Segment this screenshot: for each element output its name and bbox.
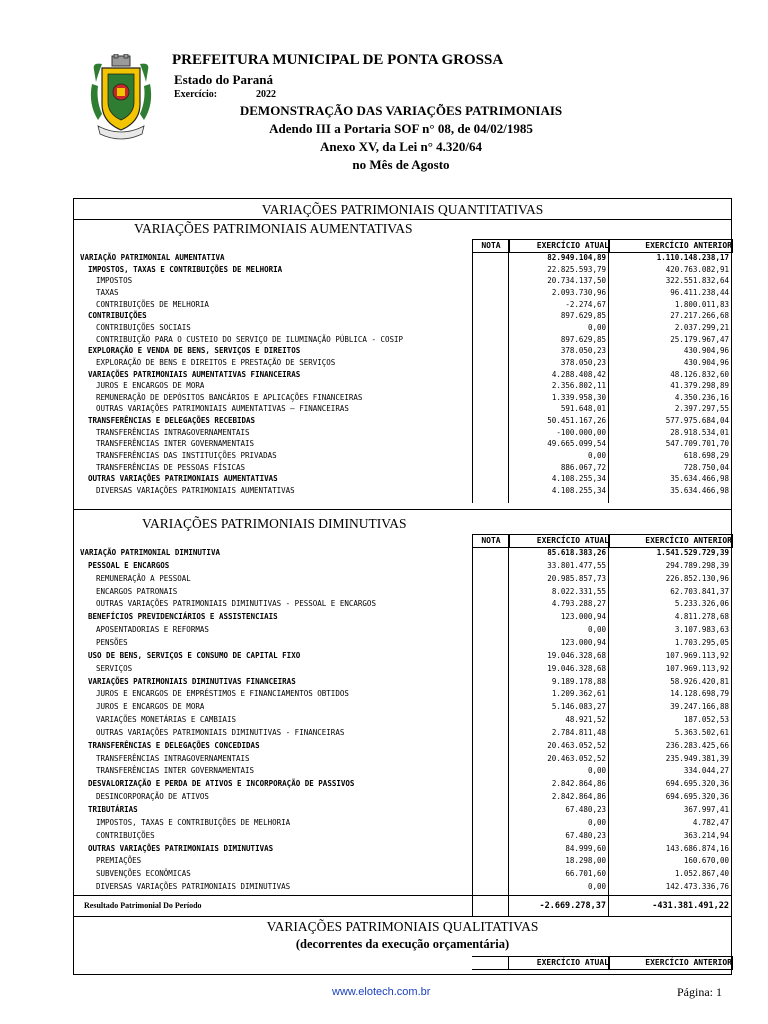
row-current-value: 591.648,01 — [560, 404, 606, 414]
row-label: OUTRAS VARIAÇÕES PATRIMONIAIS DIMINUTIVAS - FINANCEIRAS — [96, 727, 345, 737]
row-label: PENSÕES — [96, 637, 128, 647]
diminutivas-title: VARIAÇÕES PATRIMONIAIS DIMINUTIVAS — [142, 516, 407, 531]
row-previous-value: 48.126.832,60 — [670, 369, 729, 379]
row-label: IMPOSTOS, TAXAS E CONTRIBUIÇÕES DE MELHORIA — [96, 817, 291, 827]
table-row — [74, 369, 731, 380]
row-previous-value: 334.044,27 — [683, 766, 729, 776]
row-current-value: 19.046.328,68 — [547, 650, 606, 660]
row-previous-value: 2.397.297,55 — [674, 404, 729, 414]
table-row — [74, 855, 731, 866]
row-current-value: 85.618.383,26 — [547, 548, 606, 557]
row-current-value: 33.801.477,55 — [547, 560, 606, 570]
row-label: DIVERSAS VARIAÇÕES PATRIMONIAIS DIMINUTIVAS — [96, 882, 291, 892]
quantitative-title: VARIAÇÕES PATRIMONIAIS QUANTITATIVAS — [261, 202, 544, 217]
table-row — [74, 275, 731, 286]
qualitative-subtitle: (decorrentes da execução orçamentária) — [295, 937, 510, 951]
row-label: CONTRIBUIÇÃO PARA O CUSTEIO DO SERVIÇO DE ILUMINAÇÃO PÚBLICA - COSIP — [96, 334, 404, 344]
row-previous-value: 35.634.466,98 — [670, 486, 729, 495]
row-current-value: 897.629,85 — [560, 334, 606, 344]
exercise-year: 2022 — [256, 89, 276, 100]
row-label: VARIAÇÃO PATRIMONIAL AUMENTATIVA — [80, 253, 225, 262]
row-previous-value: 694.695.320,36 — [665, 779, 729, 789]
table-row — [74, 322, 731, 333]
row-previous-value: 4.811.278,68 — [674, 612, 729, 622]
row-previous-value: 35.634.466,98 — [670, 474, 729, 484]
table-row — [74, 611, 731, 622]
municipality-title: PREFEITURA MUNICIPAL DE PONTA GROSSA — [172, 52, 504, 68]
row-label: VARIAÇÕES PATRIMONIAIS AUMENTATIVAS FINANCEIRAS — [88, 369, 301, 379]
row-previous-value: 142.473.336,76 — [665, 882, 729, 892]
row-current-value: 2.842.864,86 — [551, 792, 606, 802]
row-previous-value: 107.969.113,92 — [665, 663, 729, 673]
row-current-value: 0,00 — [587, 882, 606, 892]
row-label: TRANSFERÊNCIAS E DELEGAÇÕES CONCEDIDAS — [88, 740, 260, 750]
row-label: OUTRAS VARIAÇÕES PATRIMONIAIS AUMENTATIVAS – FINANCEIRAS — [96, 404, 349, 414]
table-row — [74, 403, 731, 414]
row-label: REMUNERAÇÃO DE DEPÓSITOS BANCÁRIOS E APLICAÇÕES FINANCEIRAS — [96, 392, 363, 402]
row-label: BENEFÍCIOS PREVIDENCIÁRIOS E ASSISTENCIAIS — [88, 612, 278, 622]
row-previous-value: 236.283.425,66 — [665, 740, 729, 750]
row-label: APOSENTADORIAS E REFORMAS — [96, 625, 209, 635]
row-label: DIVERSAS VARIAÇÕES PATRIMONIAIS AUMENTATIVAS — [96, 486, 295, 495]
row-current-value: 67.480,23 — [565, 830, 606, 840]
table-row — [74, 427, 731, 438]
row-previous-value: 96.411.238,44 — [670, 287, 729, 297]
row-previous-value: 226.852.130,96 — [665, 573, 729, 583]
row-current-value: 20.463.052,52 — [547, 753, 606, 763]
row-previous-value: 160.670,00 — [683, 856, 729, 866]
row-label: DESVALORIZAÇÃO E PERDA DE ATIVOS E INCORPORAÇÃO DE PASSIVOS — [88, 779, 355, 789]
row-current-value: 4.793.288,27 — [551, 599, 606, 609]
row-current-value: 0,00 — [587, 766, 606, 776]
col-previous: EXERCÍCIO ANTERIOR — [608, 956, 733, 970]
row-previous-value: 4.782,47 — [692, 817, 729, 827]
result-current: -2.669.278,37 — [539, 901, 606, 911]
row-label: TRANSFERÊNCIAS E DELEGAÇÕES RECEBIDAS — [88, 416, 256, 426]
row-label: VARIAÇÃO PATRIMONIAL DIMINUTIVA — [80, 548, 220, 557]
row-label: OUTRAS VARIAÇÕES PATRIMONIAIS DIMINUTIVAS - PESSOAL E ENCARGOS — [96, 599, 376, 609]
row-previous-value: 25.179.967,47 — [670, 334, 729, 344]
table-row — [74, 299, 731, 310]
table-row — [74, 650, 731, 661]
table-row — [74, 573, 731, 584]
row-current-value: 0,00 — [587, 451, 606, 461]
row-previous-value: 1.110.148.238,17 — [656, 253, 729, 262]
row-previous-value: 3.107.983,63 — [674, 625, 729, 635]
row-previous-value: 5.233.326,06 — [674, 599, 729, 609]
row-current-value: 67.480,23 — [565, 805, 606, 814]
row-current-value: 2.356.802,11 — [551, 381, 606, 391]
col-previous: EXERCÍCIO ANTERIOR — [608, 534, 733, 548]
table-row — [74, 881, 731, 892]
document-title: DEMONSTRAÇÃO DAS VARIAÇÕES PATRIMONIAIS — [239, 103, 563, 118]
row-label: SUBVENÇÕES ECONÔMICAS — [96, 869, 191, 879]
row-current-value: 18.298,00 — [565, 856, 606, 866]
col-current: EXERCÍCIO ATUAL — [508, 239, 610, 253]
table-row — [74, 252, 731, 263]
row-previous-value: 39.247.166,88 — [670, 702, 729, 712]
table-row — [74, 485, 731, 496]
row-previous-value: 430.904,96 — [683, 346, 729, 356]
row-current-value: 2.093.730,96 — [551, 287, 606, 297]
row-current-value: 2.784.811,48 — [551, 727, 606, 737]
table-row — [74, 450, 731, 461]
row-current-value: 20.734.137,50 — [547, 276, 606, 286]
row-previous-value: 1.703.295,05 — [674, 637, 729, 647]
table-row — [74, 334, 731, 345]
row-previous-value: 4.350.236,16 — [674, 392, 729, 402]
row-previous-value: 27.217.266,68 — [670, 311, 729, 321]
row-current-value: 48.921,52 — [565, 715, 606, 725]
row-previous-value: 143.686.874,16 — [665, 843, 729, 853]
row-label: TRANSFERÊNCIAS INTER GOVERNAMENTAIS — [96, 439, 255, 449]
row-previous-value: 235.949.381,39 — [665, 753, 729, 763]
table-row — [74, 380, 731, 391]
row-current-value: 84.999,60 — [565, 843, 606, 853]
row-label: TRANSFERÊNCIAS DE PESSOAS FÍSICAS — [96, 462, 246, 472]
exercise-label: Exercício: — [174, 89, 218, 100]
row-label: PESSOAL E ENCARGOS — [88, 560, 170, 570]
row-previous-value: 41.379.298,89 — [670, 381, 729, 391]
row-previous-value: 5.363.502,61 — [674, 727, 729, 737]
row-label: USO DE BENS, SERVIÇOS E CONSUMO DE CAPITAL FIXO — [88, 650, 301, 660]
col-nota: NOTA — [472, 534, 510, 548]
row-label: CONTRIBUIÇÕES — [88, 311, 147, 321]
row-current-value: 0,00 — [587, 817, 606, 827]
row-label: TRANSFERÊNCIAS INTRAGOVERNAMENTAIS — [96, 427, 250, 437]
table-row — [74, 740, 731, 751]
coat-of-arms-icon — [88, 54, 154, 140]
row-label: OUTRAS VARIAÇÕES PATRIMONIAIS DIMINUTIVAS — [88, 843, 274, 853]
row-current-value: 123.000,94 — [560, 637, 606, 647]
row-current-value: -100.000,00 — [556, 427, 606, 437]
table-row — [74, 688, 731, 699]
row-current-value: 8.022.331,55 — [551, 586, 606, 596]
table-row — [74, 415, 731, 426]
row-current-value: 49.665.099,54 — [547, 439, 606, 449]
table-row — [74, 714, 731, 725]
col-nota: NOTA — [472, 239, 510, 253]
row-previous-value: 294.789.298,39 — [665, 560, 729, 570]
table-row — [74, 473, 731, 484]
adendo-line: Adendo III a Portaria SOF n° 08, de 04/02/1985 — [269, 121, 533, 136]
table-row — [74, 727, 731, 738]
table-row — [74, 560, 731, 571]
table-row — [74, 586, 731, 597]
footer-link[interactable]: www.elotech.com.br — [332, 986, 431, 998]
row-label: IMPOSTOS — [96, 276, 133, 286]
row-current-value: 378.050,23 — [560, 357, 606, 367]
row-label: OUTRAS VARIAÇÕES PATRIMONIAIS AUMENTATIVAS — [88, 474, 278, 484]
row-label: VARIAÇÕES PATRIMONIAIS DIMINUTIVAS FINANCEIRAS — [88, 676, 296, 686]
table-row — [74, 791, 731, 802]
table-row — [74, 765, 731, 776]
row-current-value: 378.050,23 — [560, 346, 606, 356]
row-previous-value: 28.918.534,01 — [670, 427, 729, 437]
row-current-value: 897.629,85 — [560, 311, 606, 321]
row-label: PREMIAÇÕES — [96, 856, 142, 866]
row-previous-value: 694.695.320,36 — [665, 792, 729, 802]
row-label: ENCARGOS PATRONAIS — [96, 586, 178, 596]
table-row — [74, 310, 731, 321]
table-row — [74, 676, 731, 687]
row-current-value: 4.288.408,42 — [551, 369, 606, 379]
row-current-value: 20.463.052,52 — [547, 740, 606, 750]
row-previous-value: 577.975.684,04 — [665, 416, 729, 426]
row-current-value: 0,00 — [587, 322, 606, 332]
row-current-value: 0,00 — [587, 625, 606, 635]
table-row — [74, 462, 731, 473]
row-previous-value: 1.541.529.729,39 — [656, 548, 729, 557]
table-row — [74, 637, 731, 648]
row-label: CONTRIBUIÇÕES — [96, 830, 155, 840]
row-current-value: 4.108.255,34 — [551, 474, 606, 484]
row-current-value: 19.046.328,68 — [547, 663, 606, 673]
table-row — [74, 778, 731, 789]
result-previous: -431.381.491,22 — [652, 901, 729, 911]
row-previous-value: 14.128.698,79 — [670, 689, 729, 699]
result-label: Resultado Patrimonial Do Período — [84, 901, 202, 910]
row-previous-value: 618.698,29 — [683, 451, 729, 461]
row-previous-value: 187.052,53 — [683, 715, 729, 725]
row-label: IMPOSTOS, TAXAS E CONTRIBUIÇÕES DE MELHORIA — [88, 264, 283, 274]
row-current-value: 50.451.167,26 — [547, 416, 606, 426]
row-current-value: 123.000,94 — [560, 612, 606, 622]
table-row — [74, 264, 731, 275]
row-label: TRANSFERÊNCIAS INTER GOVERNAMENTAIS — [96, 766, 255, 776]
row-current-value: 886.067,72 — [560, 462, 606, 472]
row-current-value: 1.339.958,30 — [551, 392, 606, 402]
row-current-value: 2.842.864,86 — [551, 779, 606, 789]
table-row — [74, 392, 731, 403]
row-current-value: -2.274,67 — [565, 299, 606, 309]
col-current: EXERCÍCIO ATUAL — [508, 956, 610, 970]
row-previous-value: 58.926.420,81 — [670, 676, 729, 686]
row-previous-value: 547.709.701,70 — [665, 439, 729, 449]
row-previous-value: 1.052.867,40 — [674, 869, 729, 879]
anexo-line: Anexo XV, da Lei n° 4.320/64 — [319, 139, 483, 154]
table-row — [74, 753, 731, 764]
row-label: REMUNERAÇÃO A PESSOAL — [96, 573, 191, 583]
aumentativas-title: VARIAÇÕES PATRIMONIAIS AUMENTATIVAS — [134, 221, 413, 236]
row-label: DESINCORPORAÇÃO DE ATIVOS — [96, 792, 209, 802]
table-row — [74, 438, 731, 449]
table-row — [74, 804, 731, 815]
row-label: JUROS E ENCARGOS DE MORA — [96, 702, 205, 712]
row-previous-value: 322.551.832,64 — [665, 276, 729, 286]
result-row — [74, 897, 731, 917]
row-label: TRIBUTÁRIAS — [88, 805, 138, 814]
row-label: TAXAS — [96, 287, 119, 297]
table-row — [74, 287, 731, 298]
row-current-value: 4.108.255,34 — [551, 486, 606, 495]
row-label: EXPLORAÇÃO DE BENS E DIREITOS E PRESTAÇÃO DE SERVIÇOS — [96, 357, 336, 367]
qualitative-title: VARIAÇÕES PATRIMONIAIS QUALITATIVAS — [266, 919, 539, 934]
report-table — [73, 198, 732, 975]
row-current-value: 5.146.083,27 — [551, 702, 606, 712]
row-label: JUROS E ENCARGOS DE MORA — [96, 381, 205, 391]
row-previous-value: 1.800.011,83 — [674, 299, 729, 309]
row-current-value: 66.701,60 — [565, 869, 606, 879]
row-label: TRANSFERÊNCIAS DAS INSTITUIÇÕES PRIVADAS — [96, 451, 277, 461]
row-label: TRANSFERÊNCIAS INTRAGOVERNAMENTAIS — [96, 753, 250, 763]
table-row — [74, 357, 731, 368]
row-current-value: 1.209.362,61 — [551, 689, 606, 699]
row-previous-value: 367.997,41 — [683, 805, 729, 814]
period-line: no Mês de Agosto — [352, 157, 450, 172]
row-current-value: 82.949.104,89 — [547, 253, 606, 262]
table-row — [74, 830, 731, 841]
row-previous-value: 420.763.082,91 — [665, 264, 729, 274]
table-row — [74, 345, 731, 356]
row-previous-value: 107.969.113,92 — [665, 650, 729, 660]
row-label: CONTRIBUIÇÕES DE MELHORIA — [96, 299, 209, 309]
col-previous: EXERCÍCIO ANTERIOR — [608, 239, 733, 253]
table-row — [74, 598, 731, 609]
row-previous-value: 2.037.299,21 — [674, 322, 729, 332]
row-current-value: 9.189.178,88 — [551, 676, 606, 686]
row-label: JUROS E ENCARGOS DE EMPRÉSTIMOS E FINANCIAMENTOS OBTIDOS — [96, 689, 349, 699]
table-row — [74, 547, 731, 558]
row-label: SERVIÇOS — [96, 663, 133, 673]
table-row — [74, 817, 731, 828]
table-row — [74, 663, 731, 674]
table-row — [74, 624, 731, 635]
table-row — [74, 843, 731, 854]
row-label: VARIAÇÕES MONETÁRIAS E CAMBIAIS — [96, 715, 236, 725]
row-label: EXPLORAÇÃO E VENDA DE BENS, SERVIÇOS E DIREITOS — [88, 346, 301, 356]
col-current: EXERCÍCIO ATUAL — [508, 534, 610, 548]
row-previous-value: 62.703.841,37 — [670, 586, 729, 596]
row-current-value: 20.985.857,73 — [547, 573, 606, 583]
page-number: Página: 1 — [677, 985, 722, 999]
table-row — [74, 701, 731, 712]
row-previous-value: 728.750,04 — [683, 462, 729, 472]
row-label: CONTRIBUIÇÕES SOCIAIS — [96, 322, 191, 332]
table-row — [74, 868, 731, 879]
row-previous-value: 430.904,96 — [683, 357, 729, 367]
row-current-value: 22.825.593,79 — [547, 264, 606, 274]
state-name: Estado do Paraná — [174, 72, 273, 87]
row-previous-value: 363.214,94 — [683, 830, 729, 840]
